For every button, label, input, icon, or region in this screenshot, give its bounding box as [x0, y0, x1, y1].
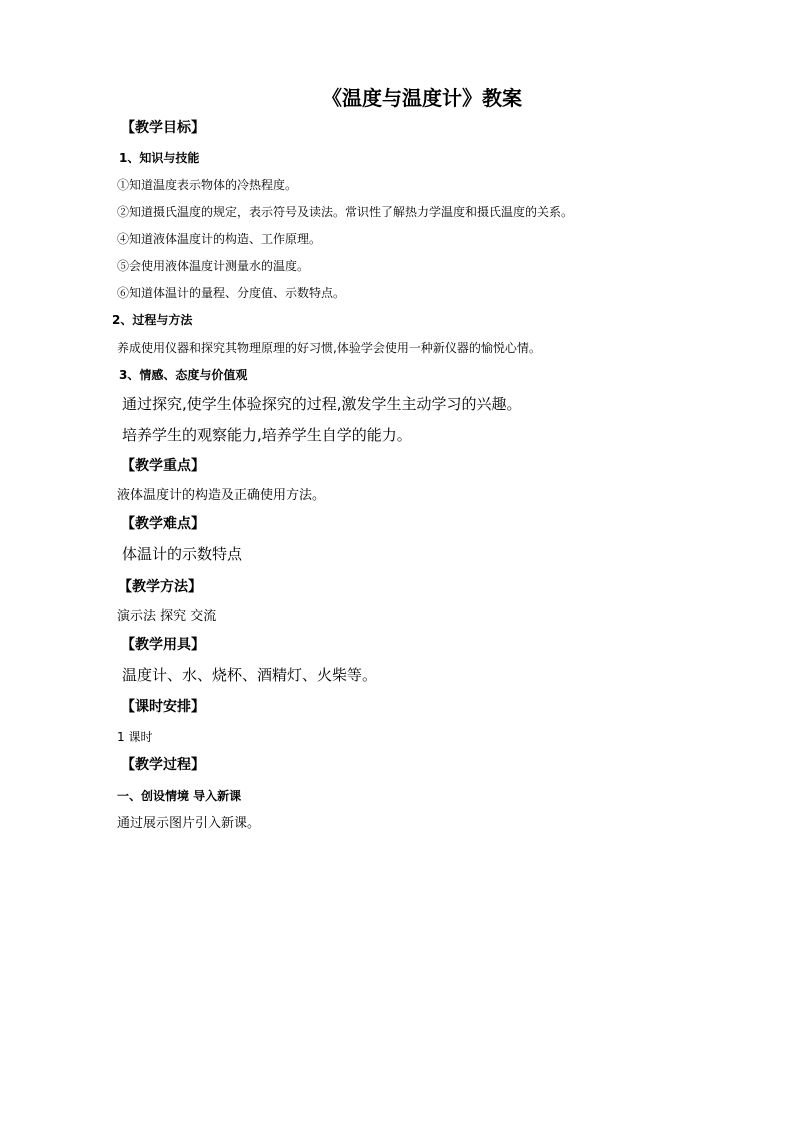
- methods-heading: 【教学方法】: [118, 579, 202, 595]
- step-text: 通过展示图片引入新课。: [117, 816, 261, 831]
- step-heading: 一、创设情境 导入新课: [117, 789, 242, 803]
- process-method-text: 养成使用仪器和探究其物理原理的好习惯,体验学会使用一种新仪器的愉悦心情。: [117, 341, 541, 355]
- emotion-item: 培养学生的观察能力,培养学生自学的能力。: [122, 426, 412, 444]
- schedule-text: 1 课时: [117, 730, 153, 744]
- key-points-heading: 【教学重点】: [121, 458, 205, 474]
- document-title: 《温度与温度计》教案: [322, 86, 522, 110]
- teaching-process-heading: 【教学过程】: [121, 757, 205, 773]
- objectives-heading: 【教学目标】: [121, 120, 205, 136]
- knowledge-skills-heading: 1、知识与技能: [119, 151, 200, 165]
- schedule-heading: 【课时安排】: [121, 699, 205, 715]
- emotion-attitude-heading: 3、情感、态度与价值观: [119, 368, 248, 382]
- key-points-text: 液体温度计的构造及正确使用方法。: [117, 488, 326, 503]
- knowledge-item: ④知道液体温度计的构造、工作原理。: [117, 232, 322, 246]
- tools-heading: 【教学用具】: [121, 637, 205, 653]
- knowledge-item: ⑥知道体温计的量程、分度值、示数特点。: [117, 286, 346, 300]
- difficulties-text: 体温计的示数特点: [122, 545, 243, 563]
- emotion-item: 通过探究,使学生体验探究的过程,激发学生主动学习的兴趣。: [122, 395, 522, 413]
- process-method-heading: 2、过程与方法: [112, 313, 193, 327]
- tools-text: 温度计、水、烧杯、酒精灯、火柴等。: [122, 666, 378, 684]
- knowledge-item: ②知道摄氏温度的规定，表示符号及读法。常识性了解热力学温度和摄氏温度的关系。: [117, 205, 574, 219]
- knowledge-item: ⑤会使用液体温度计测量水的温度。: [117, 259, 310, 273]
- difficulties-heading: 【教学难点】: [121, 516, 205, 532]
- knowledge-item: ①知道温度表示物体的冷热程度。: [117, 178, 298, 192]
- methods-text: 演示法 探究 交流: [117, 609, 217, 624]
